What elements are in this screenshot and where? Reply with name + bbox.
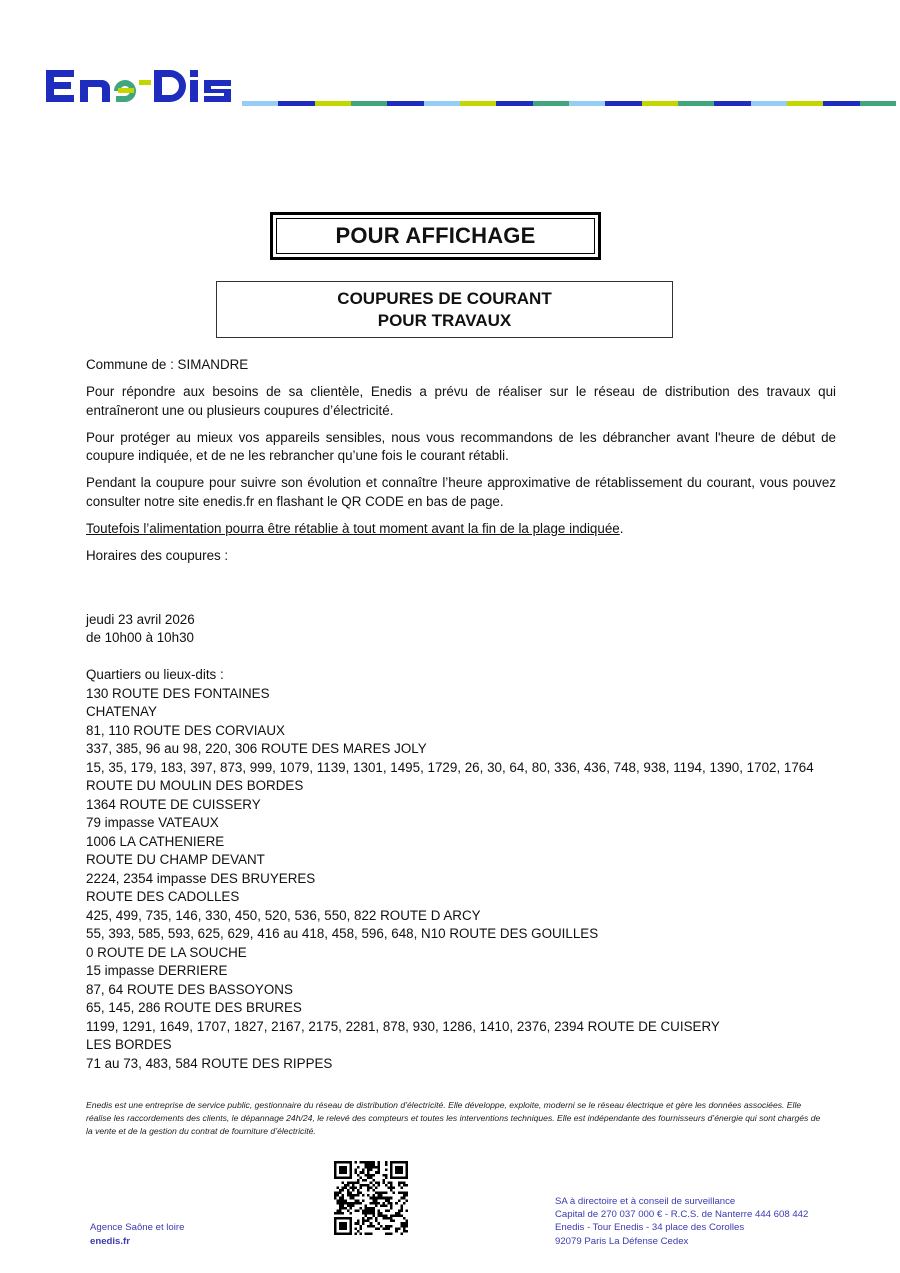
warning-underlined: Toutefois l’alimentation pourra être rétablie à tout moment avant la fin de la plage indiquée xyxy=(86,520,620,536)
place-item: LES BORDES xyxy=(86,1037,172,1052)
brand-stripe xyxy=(242,101,896,106)
paragraph-intro: Pour répondre aux besoins de sa clientèle, Enedis a prévu de réaliser sur le réseau de distribution des travaux qui entraîneront une ou plusieurs coupures d’électricité. xyxy=(86,384,836,418)
agency-name: Agence Saône et loire xyxy=(90,1222,185,1233)
place-item: 81, 110 ROUTE DES CORVIAUX xyxy=(86,722,285,738)
enedis-logo-icon xyxy=(44,64,234,110)
place-item: 1006 LA CATHENIERE xyxy=(86,833,225,849)
legal-info xyxy=(555,1195,808,1248)
paragraph-protection: Pour protéger au mieux vos appareils sensibles, nous vous recommandons de les débrancher avant l'heure de début de coupure indiquée, et de ne les rebrancher qu’une fois le courant rétabli. xyxy=(86,429,836,463)
qr-code-icon xyxy=(334,1161,408,1235)
outage-hours: de 10h00 à 10h30 xyxy=(86,630,194,645)
place-item: 425, 499, 735, 146, 330, 450, 520, 536, 550, 822 ROUTE D ARCY xyxy=(86,907,481,923)
title-line-1: COUPURES DE COURANT xyxy=(337,288,552,308)
coupures-title-box xyxy=(216,281,673,338)
legal-line-1: SA à directoire et à conseil de surveillance xyxy=(555,1196,736,1207)
paragraph-warning xyxy=(86,520,836,539)
legal-line-2: Capital de 270 037 000 € - R.C.S. de Nanterre 444 608 442 xyxy=(555,1209,809,1221)
legal-line-3: Enedis - Tour Enedis - 34 place des Corolles xyxy=(555,1222,745,1234)
commune: Commune de : SIMANDRE xyxy=(86,357,249,372)
qr-code[interactable] xyxy=(334,1161,408,1235)
place-item: 71 au 73, 483, 584 ROUTE DES RIPPES xyxy=(86,1055,333,1071)
agency-block xyxy=(90,1221,184,1248)
enedis-logo xyxy=(44,64,234,110)
affichage-title: POUR AFFICHAGE xyxy=(276,218,595,254)
place-item: 337, 385, 96 au 98, 220, 306 ROUTE DES MARES JOLY xyxy=(86,741,427,756)
paragraph-qr-info: Pendant la coupure pour suivre son évolution et connaître l’heure approximative de rétablissement du courant, vous pouvez consulter notre site enedis.fr en flashant le QR CODE en bas de page. xyxy=(86,475,836,509)
place-item: 1199, 1291, 1649, 1707, 1827, 2167, 2175, 2281, 878, 930, 1286, 1410, 2376, 2394 ROUTE DE CUISERY xyxy=(86,1018,720,1034)
place-item: 65, 145, 286 ROUTE DES BRURES xyxy=(86,1000,302,1015)
place-item: 15, 35, 179, 183, 397, 873, 999, 1079, 1139, 1301, 1495, 1729, 26, 30, 64, 80, 336, 436, 748, 938, 1194, 1390, 1702, 1764 xyxy=(86,759,814,775)
place-item: 2224, 2354 impasse DES BRUYERES xyxy=(86,870,316,886)
place-item: ROUTE DES CADOLLES xyxy=(86,889,240,904)
affichage-box xyxy=(270,212,601,260)
place-item: 1364 ROUTE DE CUISSERY xyxy=(86,796,261,812)
horaires-label: Horaires des coupures : xyxy=(86,547,229,563)
warning-end: . xyxy=(619,520,624,536)
outage-date: jeudi 23 avril 2026 xyxy=(86,611,195,627)
legal-line-4: 92079 Paris La Défense Cedex xyxy=(555,1235,689,1247)
quartiers-label: Quartiers ou lieux-dits : xyxy=(86,667,224,682)
place-item: 0 ROUTE DE LA SOUCHE xyxy=(86,944,247,960)
place-item: 87, 64 ROUTE DES BASSOYONS xyxy=(86,981,293,997)
footer-disclaimer: Enedis est une entreprise de service public, gestionnaire du réseau de distribution d’électricité. Elle développe, exploite, moderni se le réseau électrique et gère les données associées. Elle réalise les raccordements des clients, le dépannage 24h/24, le relevé des compteurs et toutes les interventions techniques. Elle est indépendante des fournisseurs d’énergie qui sont chargés de la vente et de la gestion du contrat de fourniture d’électricité. xyxy=(86,1100,821,1136)
place-item: ROUTE DU MOULIN DES BORDES xyxy=(86,778,304,793)
place-item: 79 impasse VATEAUX xyxy=(86,815,219,830)
notice-body xyxy=(86,356,836,1073)
place-item: ROUTE DU CHAMP DEVANT xyxy=(86,852,265,867)
places-list xyxy=(86,685,836,1074)
place-item: 130 ROUTE DES FONTAINES xyxy=(86,685,270,701)
place-item: CHATENAY xyxy=(86,704,157,719)
place-item: 15 impasse DERRIERE xyxy=(86,963,228,978)
place-item: 55, 393, 585, 593, 625, 629, 416 au 418, 458, 596, 648, N10 ROUTE DES GOUILLES xyxy=(86,926,599,941)
website-link[interactable]: enedis.fr xyxy=(90,1235,130,1247)
title-line-2: POUR TRAVAUX xyxy=(377,310,512,330)
